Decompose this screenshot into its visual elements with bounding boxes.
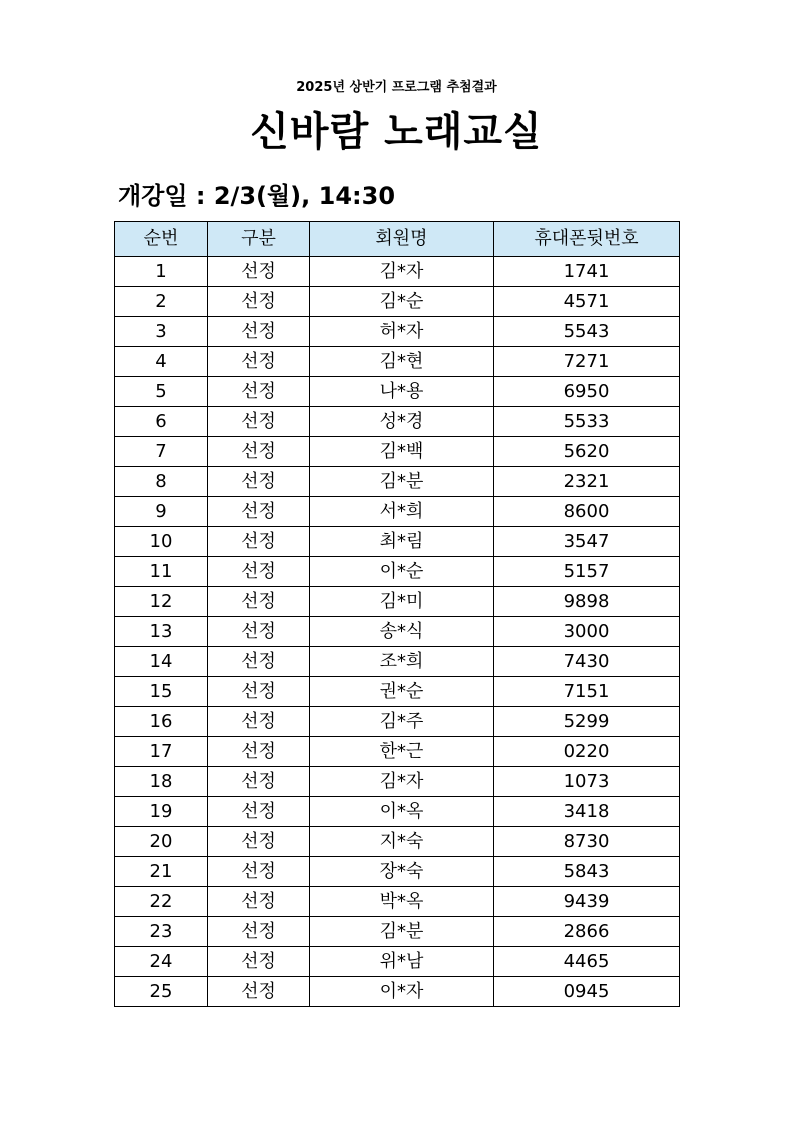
member-name-cell: 김*백	[310, 437, 494, 467]
table-row	[115, 377, 680, 407]
member-name-cell: 이*자	[310, 977, 494, 1007]
member-name-cell: 김*미	[310, 587, 494, 617]
phone-digits-cell: 8600	[494, 497, 680, 527]
column-header-member-name: 회원명	[310, 222, 494, 257]
category-cell: 선정	[208, 767, 310, 797]
lottery-result-table	[114, 221, 680, 1007]
table-row	[115, 407, 680, 437]
document-title: 신바람 노래교실	[250, 109, 543, 155]
row-number-cell: 15	[115, 677, 208, 707]
member-name-cell: 한*근	[310, 737, 494, 767]
phone-digits-cell: 5299	[494, 707, 680, 737]
table-row	[115, 257, 680, 287]
category-cell: 선정	[208, 497, 310, 527]
row-number-cell: 22	[115, 887, 208, 917]
category-cell: 선정	[208, 947, 310, 977]
row-number-cell: 13	[115, 617, 208, 647]
category-cell: 선정	[208, 917, 310, 947]
category-cell: 선정	[208, 257, 310, 287]
table-header-row	[115, 222, 680, 257]
column-header-number: 순번	[115, 222, 208, 257]
row-number-cell: 1	[115, 257, 208, 287]
table-row	[115, 347, 680, 377]
table-row	[115, 437, 680, 467]
row-number-cell: 18	[115, 767, 208, 797]
table-row	[115, 947, 680, 977]
phone-digits-cell: 0945	[494, 977, 680, 1007]
category-cell: 선정	[208, 317, 310, 347]
category-cell: 선정	[208, 647, 310, 677]
row-number-cell: 25	[115, 977, 208, 1007]
table-row	[115, 917, 680, 947]
row-number-cell: 16	[115, 707, 208, 737]
member-name-cell: 최*림	[310, 527, 494, 557]
phone-digits-cell: 5543	[494, 317, 680, 347]
table-row	[115, 887, 680, 917]
row-number-cell: 20	[115, 827, 208, 857]
member-name-cell: 김*현	[310, 347, 494, 377]
phone-digits-cell: 4465	[494, 947, 680, 977]
category-cell: 선정	[208, 887, 310, 917]
category-cell: 선정	[208, 407, 310, 437]
member-name-cell: 김*자	[310, 767, 494, 797]
table-row	[115, 617, 680, 647]
phone-digits-cell: 7151	[494, 677, 680, 707]
member-name-cell: 허*자	[310, 317, 494, 347]
table-row	[115, 497, 680, 527]
column-header-phone-last-digits: 휴대폰뒷번호	[494, 222, 680, 257]
category-cell: 선정	[208, 617, 310, 647]
phone-digits-cell: 8730	[494, 827, 680, 857]
category-cell: 선정	[208, 527, 310, 557]
phone-digits-cell: 2321	[494, 467, 680, 497]
member-name-cell: 김*주	[310, 707, 494, 737]
table-row	[115, 797, 680, 827]
phone-digits-cell: 9439	[494, 887, 680, 917]
member-name-cell: 이*옥	[310, 797, 494, 827]
category-cell: 선정	[208, 677, 310, 707]
phone-digits-cell: 5533	[494, 407, 680, 437]
member-name-cell: 서*희	[310, 497, 494, 527]
phone-digits-cell: 1741	[494, 257, 680, 287]
member-name-cell: 김*자	[310, 257, 494, 287]
member-name-cell: 장*숙	[310, 857, 494, 887]
table-row	[115, 827, 680, 857]
member-name-cell: 지*숙	[310, 827, 494, 857]
member-name-cell: 박*옥	[310, 887, 494, 917]
row-number-cell: 17	[115, 737, 208, 767]
member-name-cell: 성*경	[310, 407, 494, 437]
member-name-cell: 김*순	[310, 287, 494, 317]
row-number-cell: 21	[115, 857, 208, 887]
row-number-cell: 7	[115, 437, 208, 467]
row-number-cell: 4	[115, 347, 208, 377]
member-name-cell: 김*분	[310, 917, 494, 947]
row-number-cell: 8	[115, 467, 208, 497]
category-cell: 선정	[208, 587, 310, 617]
table-row	[115, 467, 680, 497]
category-cell: 선정	[208, 467, 310, 497]
table-row	[115, 317, 680, 347]
category-cell: 선정	[208, 707, 310, 737]
phone-digits-cell: 3547	[494, 527, 680, 557]
member-name-cell: 송*식	[310, 617, 494, 647]
row-number-cell: 10	[115, 527, 208, 557]
member-name-cell: 권*순	[310, 677, 494, 707]
document-subtitle: 2025년 상반기 프로그램 추첨결과	[296, 80, 497, 95]
phone-digits-cell: 2866	[494, 917, 680, 947]
row-number-cell: 14	[115, 647, 208, 677]
column-header-category: 구분	[208, 222, 310, 257]
table-row	[115, 287, 680, 317]
phone-digits-cell: 4571	[494, 287, 680, 317]
class-start-date: 개강일 : 2/3(월), 14:30	[118, 182, 396, 210]
row-number-cell: 5	[115, 377, 208, 407]
phone-digits-cell: 7430	[494, 647, 680, 677]
category-cell: 선정	[208, 437, 310, 467]
phone-digits-cell: 3418	[494, 797, 680, 827]
member-name-cell: 이*순	[310, 557, 494, 587]
member-name-cell: 조*희	[310, 647, 494, 677]
phone-digits-cell: 5843	[494, 857, 680, 887]
table-row	[115, 707, 680, 737]
member-name-cell: 위*남	[310, 947, 494, 977]
category-cell: 선정	[208, 377, 310, 407]
table-body	[115, 257, 680, 1007]
category-cell: 선정	[208, 287, 310, 317]
phone-digits-cell: 5157	[494, 557, 680, 587]
table-row	[115, 767, 680, 797]
phone-digits-cell: 5620	[494, 437, 680, 467]
phone-digits-cell: 6950	[494, 377, 680, 407]
row-number-cell: 19	[115, 797, 208, 827]
table-row	[115, 647, 680, 677]
phone-digits-cell: 1073	[494, 767, 680, 797]
row-number-cell: 3	[115, 317, 208, 347]
row-number-cell: 6	[115, 407, 208, 437]
table-row	[115, 857, 680, 887]
table-row	[115, 737, 680, 767]
row-number-cell: 2	[115, 287, 208, 317]
phone-digits-cell: 0220	[494, 737, 680, 767]
table-row	[115, 677, 680, 707]
member-name-cell: 나*용	[310, 377, 494, 407]
table-row	[115, 557, 680, 587]
category-cell: 선정	[208, 977, 310, 1007]
table-row	[115, 977, 680, 1007]
row-number-cell: 12	[115, 587, 208, 617]
table-row	[115, 587, 680, 617]
row-number-cell: 24	[115, 947, 208, 977]
category-cell: 선정	[208, 857, 310, 887]
category-cell: 선정	[208, 797, 310, 827]
table-row	[115, 527, 680, 557]
category-cell: 선정	[208, 737, 310, 767]
phone-digits-cell: 7271	[494, 347, 680, 377]
category-cell: 선정	[208, 347, 310, 377]
row-number-cell: 9	[115, 497, 208, 527]
phone-digits-cell: 3000	[494, 617, 680, 647]
row-number-cell: 23	[115, 917, 208, 947]
category-cell: 선정	[208, 557, 310, 587]
row-number-cell: 11	[115, 557, 208, 587]
phone-digits-cell: 9898	[494, 587, 680, 617]
category-cell: 선정	[208, 827, 310, 857]
member-name-cell: 김*분	[310, 467, 494, 497]
